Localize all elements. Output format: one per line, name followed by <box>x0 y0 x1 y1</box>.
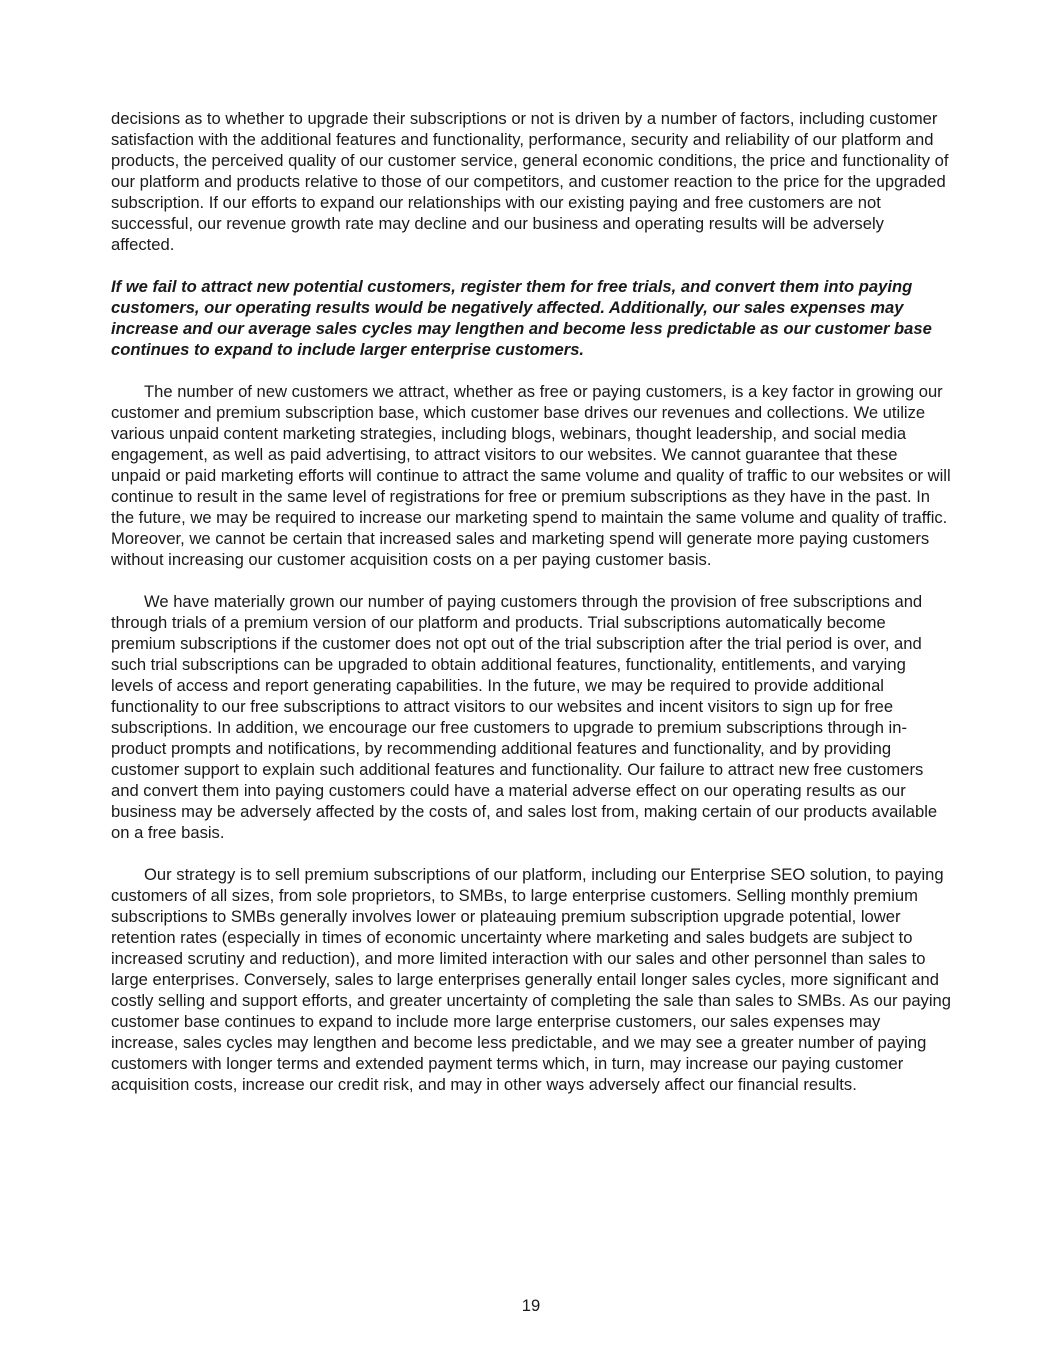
paragraph-free-subscriptions: We have materially grown our number of paying customers through the provision of free subscriptions and through trials of a premium version of our platform and products. Trial subscriptions automatically become premium subscriptions if the customer does not opt out of the trial subscription after the trial period is over, and such trial subscriptions can be upgraded to obtain additional features, functionality, entitlements, and varying levels of access and report generating capabilities. In the future, we may be required to provide additional functionality to our free subscriptions to attract visitors to our websites and incent visitors to sign up for free subscriptions. In addition, we encourage our free customers to upgrade to premium subscriptions through in-product prompts and notifications, by recommending additional features and functionality, and by providing customer support to explain such additional features and functionality. Our failure to attract new free customers and convert them into paying customers could have a material adverse effect on our operating results as our business may be adversely affected by the costs of, and sales lost from, making certain of our products available on a free basis. <box>111 592 938 842</box>
paragraph-new-customers: The number of new customers we attract, whether as free or paying customers, is a key factor in growing our customer and premium subscription base, which customer base drives our revenues and collections. We utilize various unpaid content marketing strategies, including blogs, webinars, thought leadership, and social media engagement, as well as paid advertising, to attract visitors to our websites. We cannot guarantee that these unpaid or paid marketing efforts will continue to attract the same volume and quality of traffic to our websites or will continue to result in the same level of registrations for free or premium subscriptions as they have in the past. In the future, we may be required to increase our marketing spend to maintain the same volume and quality of traffic. Moreover, we cannot be certain that increased sales and marketing spend will generate more paying customers without increasing our customer acquisition costs on a per paying customer basis. <box>111 382 951 569</box>
page-number: 19 <box>521 1296 541 1315</box>
paragraph-continued: decisions as to whether to upgrade their subscriptions or not is driven by a number of factors, including customer satisfaction with the additional features and functionality, performance, security and reliability of our platform and products, the perceived quality of our customer service, general economic conditions, the price and functionality of our platform and products relative to those of our competitors, and customer reaction to the price for the upgraded subscription. If our efforts to expand our relationships with our existing paying and free customers are not successful, our revenue growth rate may decline and our business and operating results will be adversely affected. <box>111 109 949 254</box>
document-page <box>111 108 951 1095</box>
paragraph-strategy: Our strategy is to sell premium subscriptions of our platform, including our Enterprise SEO solution, to paying customers of all sizes, from sole proprietors, to SMBs, to large enterprise customers. Selling monthly premium subscriptions to SMBs generally involves lower or plateauing premium subscription upgrade potential, lower retention rates (especially in times of economic uncertainty where marketing and sales budgets are subject to increased scrutiny and reduction), and more limited interaction with our sales and other personnel than sales to large enterprises. Conversely, sales to large enterprises generally entail longer sales cycles, more significant and costly selling and support efforts, and greater uncertainty of completing the sale than sales to SMBs. As our paying customer base continues to expand to include more large enterprise customers, our sales expenses may increase, sales cycles may lengthen and become less predictable, and we may see a greater number of paying customers with longer terms and extended payment terms which, in turn, may increase our paying customer acquisition costs, increase our credit risk, and may in other ways adversely affect our financial results. <box>111 865 951 1094</box>
risk-factor-heading: If we fail to attract new potential customers, register them for free trials, and convert them into paying customers, our operating results would be negatively affected. Additionally, our sales expenses may increase and our average sales cycles may lengthen and become less predictable as our customer base continues to expand to include larger enterprise customers. <box>111 277 932 359</box>
